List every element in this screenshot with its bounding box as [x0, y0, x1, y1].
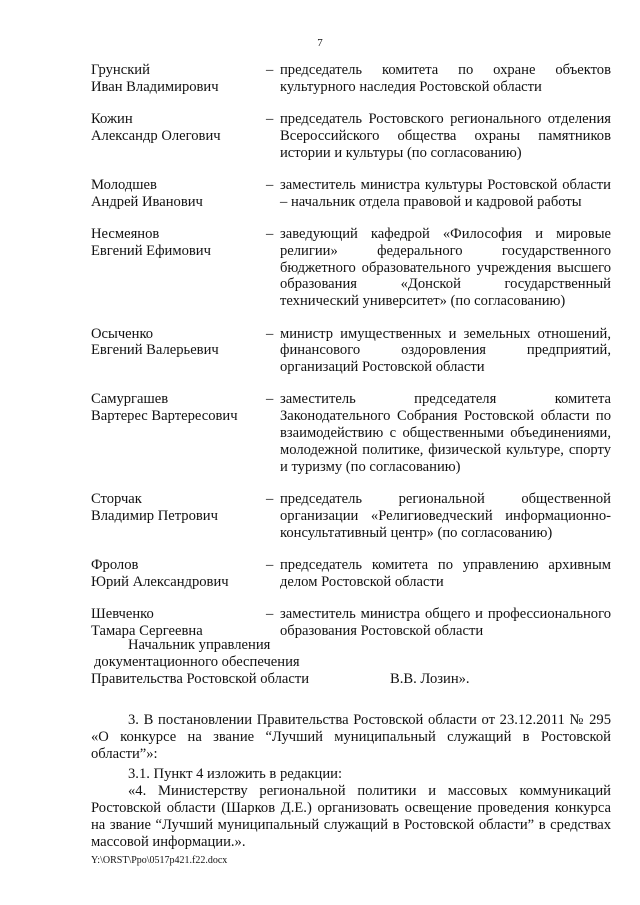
member-surname: Сторчак [91, 490, 142, 507]
member-dash: – [266, 605, 274, 622]
member-row [91, 606, 611, 640]
signature-line [91, 671, 611, 688]
member-row [91, 177, 611, 211]
member-given-names: Вартерес Вартересович [91, 408, 238, 425]
member-row [91, 557, 611, 591]
member-dash: – [266, 391, 274, 408]
member-row [91, 62, 611, 96]
member-given-names: Иван Владимирович [91, 78, 219, 95]
member-name [91, 111, 266, 161]
member-name [91, 62, 266, 96]
member-name [91, 326, 266, 376]
member-role: председатель Ростовского регионального отделения Всероссийского общества охраны памятников истории и культуры (по согласованию) [280, 111, 611, 161]
member-row [91, 491, 611, 541]
signature-block [91, 637, 611, 687]
member-role: председатель комитета по охране объектов культурного наследия Ростовской области [280, 62, 611, 95]
member-name [91, 177, 266, 211]
amendment-text: «4. Министерству региональной политики и массовых коммуникаций Ростовской области (Шарков Д.Е.) организовать освещение проведения конкурса на звание “Лучший муниципальный служащий в Ростовской области” в средствах массовой информации.». [91, 783, 611, 850]
member-role: заместитель министра общего и профессионального образования Ростовской области [280, 605, 611, 639]
member-surname: Осыченко [91, 325, 154, 342]
member-row [91, 111, 611, 161]
member-dash: – [266, 490, 274, 507]
member-dash: – [266, 556, 274, 573]
member-given-names: Александр Олегович [91, 127, 221, 144]
signature-position-line1: Начальник управления [128, 637, 271, 653]
member-role: министр имущественных и земельных отношений, финансового оздоровления предприятий, организаций Ростовской области [280, 325, 611, 376]
signature-organization: Правительства Ростовской области [91, 670, 310, 687]
member-dash: – [266, 111, 274, 128]
member-given-names: Владимир Петрович [91, 507, 218, 524]
member-row [91, 326, 611, 376]
member-role: председатель комитета по управлению архивным делом Ростовской области [280, 556, 611, 590]
member-name [91, 557, 266, 591]
signer-name: В.В. Лозин». [390, 670, 470, 687]
member-row [91, 391, 611, 475]
member-name [91, 391, 266, 475]
member-role: заведующий кафедрой «Философия и мировые религии» федерального государственного бюджетного образовательного учреждения высшего образования «Донской государственный технический университет» (по согласованию) [280, 226, 611, 310]
member-surname: Фролов [91, 556, 139, 573]
member-dash: – [266, 176, 274, 193]
member-given-names: Тамара Сергеевна [91, 622, 203, 639]
page-number: 7 [317, 37, 323, 49]
member-surname: Молодшев [91, 176, 157, 193]
amendment-paragraph: 3. В постановлении Правительства Ростовской области от 23.12.2011 № 295 «О конкурсе на звание “Лучший муниципальный служащий в Ростовской области”»: [91, 712, 611, 762]
member-surname: Несмеянов [91, 226, 160, 243]
member-name [91, 606, 266, 640]
commission-members-list [91, 62, 611, 655]
member-row [91, 226, 611, 310]
member-dash: – [266, 62, 274, 78]
member-role: заместитель министра культуры Ростовской области – начальник отдела правовой и кадровой работы [280, 176, 611, 210]
member-name [91, 491, 266, 541]
member-given-names: Евгений Ефимович [91, 242, 211, 259]
member-role: председатель региональной общественной организации «Религиоведческий информационно-консультативный центр» (по согласованию) [280, 490, 611, 541]
member-role: заместитель председателя комитета Законодательного Собрания Ростовской области по взаимодействию с общественными объединениями, молодежной политике, физической культуре, спорту и туризму (по согласованию) [280, 391, 611, 475]
member-surname: Кожин [91, 111, 133, 128]
member-dash: – [266, 226, 274, 243]
member-surname: Шевченко [91, 605, 154, 622]
member-given-names: Евгений Валерьевич [91, 342, 219, 359]
amendments-section [91, 712, 611, 850]
member-dash: – [266, 325, 274, 342]
file-path-footer: Y:\ORST\Ppo\0517p421.f22.docx [91, 855, 228, 866]
amendment-subparagraph: 3.1. Пункт 4 изложить в редакции: [128, 766, 343, 783]
member-name [91, 226, 266, 310]
member-given-names: Юрий Александрович [91, 573, 229, 590]
signature-position-line2: документационного обеспечения [94, 653, 300, 670]
member-surname: Самургашев [91, 391, 169, 408]
member-given-names: Андрей Иванович [91, 193, 203, 210]
member-surname: Грунский [91, 62, 150, 78]
